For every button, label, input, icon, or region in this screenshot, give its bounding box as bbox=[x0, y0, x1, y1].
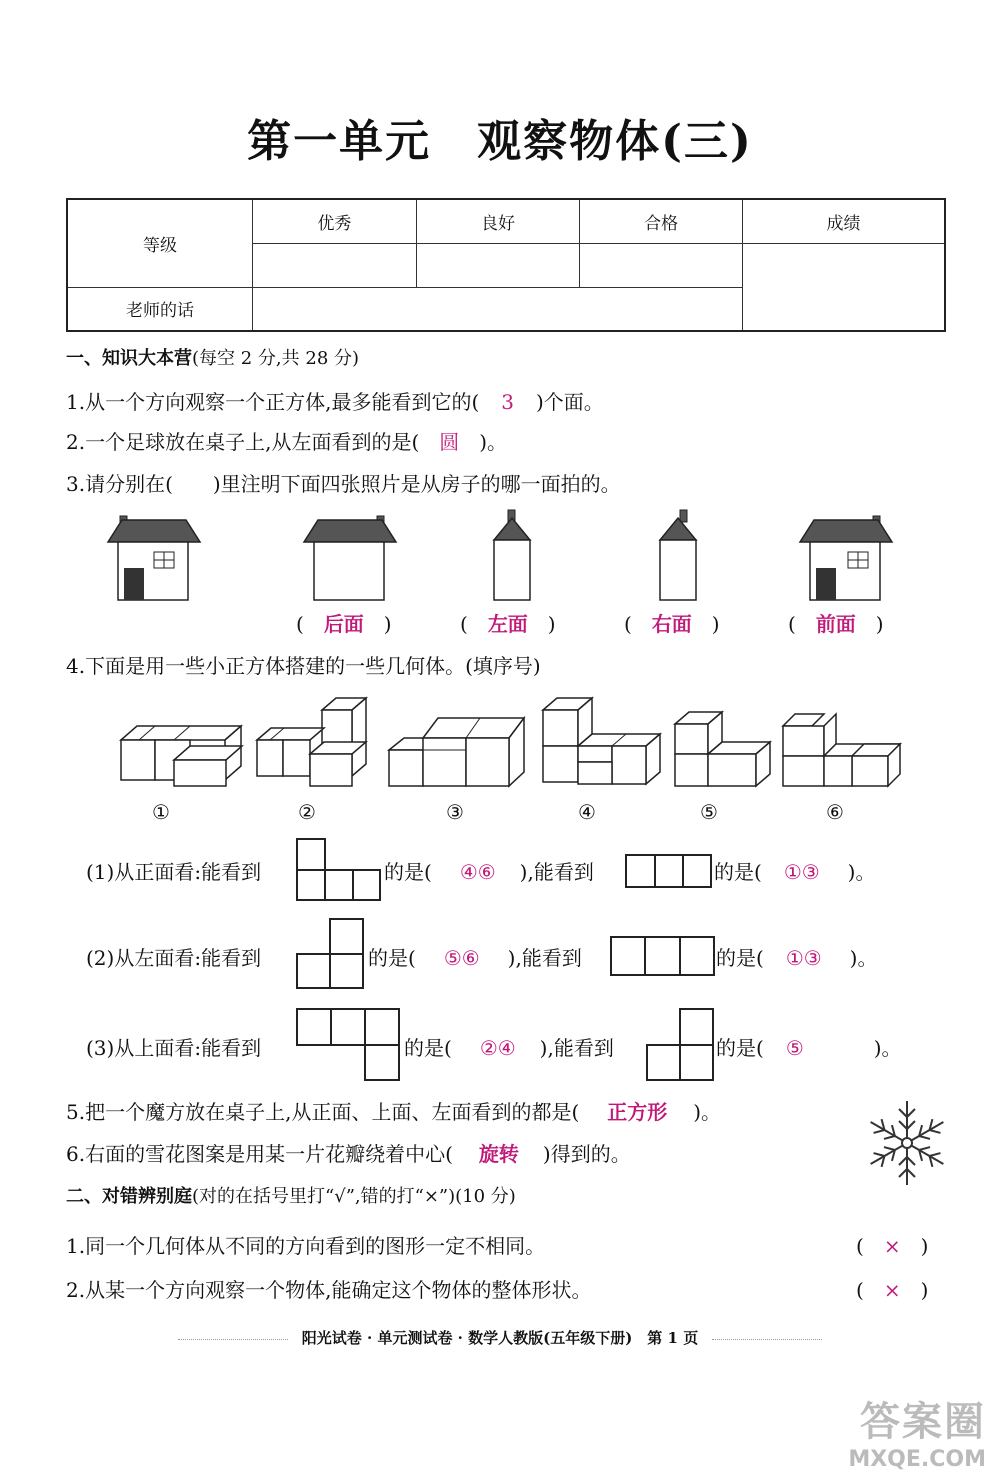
house-answer-4: ( 前面 ) bbox=[788, 612, 884, 636]
cube-stack-icon bbox=[540, 694, 664, 788]
sub-question-3-prefix: (3)从上面看:能看到 bbox=[86, 1036, 262, 1060]
house-answer-2: ( 左面 ) bbox=[460, 612, 556, 636]
grade-label: 等级 bbox=[67, 199, 253, 287]
teacher-comment-label: 老师的话 bbox=[67, 287, 253, 331]
house-icon bbox=[490, 510, 534, 604]
grade-header-good: 良好 bbox=[416, 199, 580, 243]
grade-header-pass: 合格 bbox=[580, 199, 743, 243]
house-icon bbox=[656, 510, 700, 604]
section2-heading: 二、对错辨别庭(对的在括号里打“√”,错的打“×”)(10 分) bbox=[66, 1186, 516, 1207]
question-3: 3.请分别在( )里注明下面四张照片是从房子的哪一面拍的。 bbox=[66, 472, 621, 496]
sub-question-1-prefix: (1)从正面看:能看到 bbox=[86, 860, 262, 884]
sub-question-1-mid: 的是( ④⑥ ),能看到 bbox=[384, 860, 594, 884]
teacher-comment-cell[interactable] bbox=[253, 287, 743, 331]
grade-cell-pass[interactable] bbox=[580, 243, 743, 287]
sub-question-3-end: 的是( ⑤ )。 bbox=[716, 1036, 902, 1060]
snowflake-icon bbox=[862, 1096, 952, 1190]
question-1: 1.从一个方向观察一个正方体,最多能看到它的( 3 )个面。 bbox=[66, 390, 604, 414]
view-shape-row-3 bbox=[625, 854, 713, 888]
sub-question-2-mid: 的是( ⑤⑥ ),能看到 bbox=[368, 946, 582, 970]
solid-label-1: ① bbox=[152, 800, 170, 824]
answer-4-1b: ①③ bbox=[783, 860, 820, 884]
cube-stack-icon bbox=[672, 706, 772, 788]
grade-table bbox=[66, 198, 946, 332]
answer-4-3a: ②④ bbox=[479, 1036, 516, 1060]
answer-4-2a: ⑤⑥ bbox=[443, 946, 480, 970]
judge-question-2: 2.从某一个方向观察一个物体,能确定这个物体的整体形状。 bbox=[66, 1278, 592, 1302]
sub-question-2-prefix: (2)从左面看:能看到 bbox=[86, 946, 262, 970]
question-2: 2.一个足球放在桌子上,从左面看到的是( 圆 )。 bbox=[66, 430, 508, 454]
grade-header-score: 成绩 bbox=[742, 199, 945, 243]
answer-q1: 3 bbox=[501, 390, 514, 414]
house-icon bbox=[798, 516, 894, 604]
grade-cell-excellent[interactable] bbox=[253, 243, 417, 287]
answer-4-1a: ④⑥ bbox=[459, 860, 496, 884]
cube-stack-icon bbox=[386, 716, 526, 788]
sub-question-3-mid: 的是( ②④ ),能看到 bbox=[404, 1036, 614, 1060]
page-title: 第一单元 观察物体(三) bbox=[247, 116, 753, 167]
house-answer-3: ( 右面 ) bbox=[624, 612, 720, 636]
cube-stack-icon bbox=[780, 712, 902, 788]
judge-answer-1: ( × ) bbox=[856, 1234, 929, 1258]
sub-question-2-end: 的是( ①③ )。 bbox=[716, 946, 878, 970]
solid-label-4: ④ bbox=[578, 800, 596, 824]
answer-q5: 正方形 bbox=[607, 1100, 668, 1124]
solid-label-5: ⑤ bbox=[700, 800, 718, 824]
cube-stack-icon bbox=[118, 722, 248, 788]
solid-label-2: ② bbox=[298, 800, 316, 824]
solid-label-3: ③ bbox=[446, 800, 464, 824]
answer-4-2b: ①③ bbox=[785, 946, 822, 970]
score-cell[interactable] bbox=[742, 243, 945, 331]
grade-header-excellent: 优秀 bbox=[253, 199, 417, 243]
judge-answer-2: ( × ) bbox=[856, 1278, 929, 1302]
grade-cell-good[interactable] bbox=[416, 243, 580, 287]
question-6: 6.右面的雪花图案是用某一片花瓣绕着中心( 旋转 )得到的。 bbox=[66, 1142, 631, 1166]
view-shape-front-l bbox=[296, 838, 382, 902]
question-5: 5.把一个魔方放在桌子上,从正面、上面、左面看到的都是( 正方形 )。 bbox=[66, 1100, 722, 1124]
solid-label-6: ⑥ bbox=[826, 800, 844, 824]
question-4: 4.下面是用一些小正方体搭建的一些几何体。(填序号) bbox=[66, 654, 541, 678]
judge-question-1: 1.同一个几何体从不同的方向看到的图形一定不相同。 bbox=[66, 1234, 546, 1258]
cube-stack-icon bbox=[254, 696, 370, 788]
view-shape-left-t bbox=[296, 918, 366, 990]
section1-heading: 一、知识大本营(每空 2 分,共 28 分) bbox=[66, 348, 360, 369]
page-footer: 阳光试卷 · 单元测试卷 · 数学人教版(五年级下册) 第 1 页 bbox=[0, 1327, 1000, 1348]
answer-4-3b: ⑤ bbox=[785, 1036, 804, 1060]
view-shape-top-gamma bbox=[296, 1008, 402, 1082]
watermark: 答案圈 MXQE.COM bbox=[848, 1398, 986, 1472]
sub-question-1-end: 的是( ①③ )。 bbox=[714, 860, 876, 884]
house-icon bbox=[106, 516, 202, 604]
answer-q6: 旋转 bbox=[478, 1142, 519, 1166]
view-shape-row-3 bbox=[610, 936, 716, 976]
answer-q2: 圆 bbox=[439, 430, 460, 454]
house-answer-1: ( 后面 ) bbox=[296, 612, 392, 636]
house-icon bbox=[302, 516, 398, 604]
view-shape-top-l bbox=[646, 1008, 716, 1082]
